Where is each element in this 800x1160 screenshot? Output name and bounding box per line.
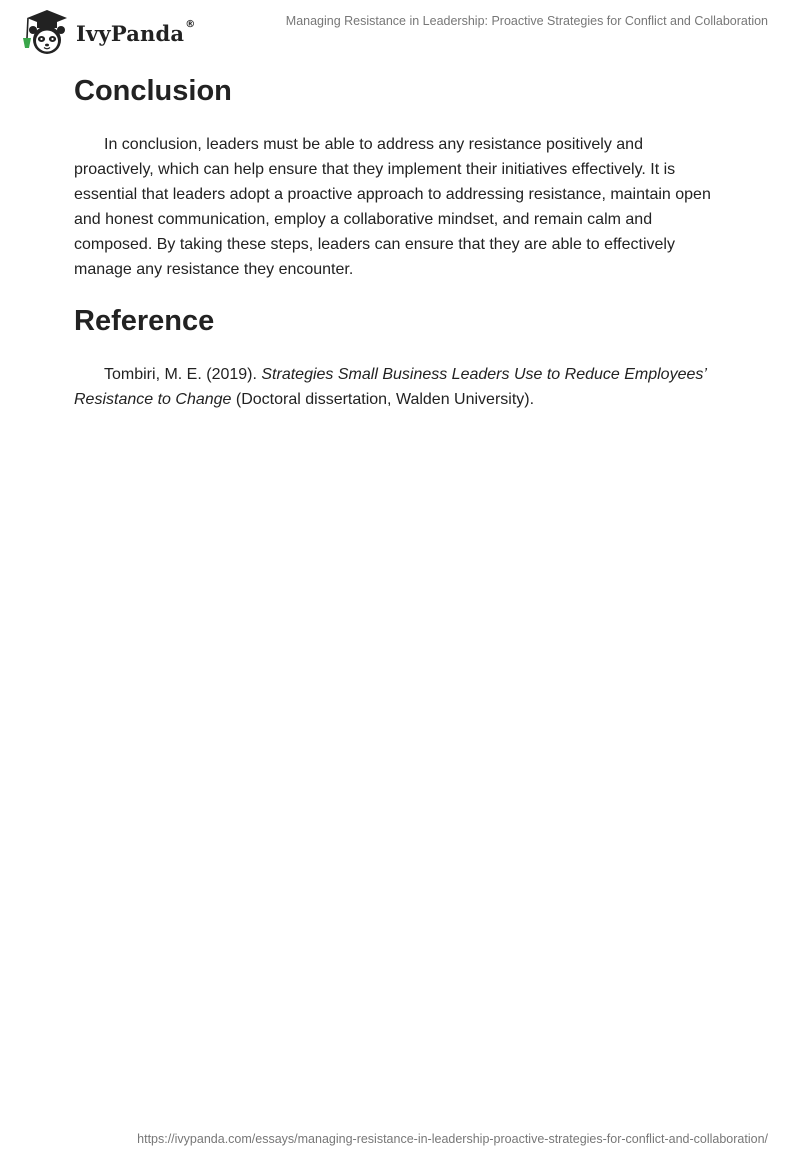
reference-heading: Reference [74, 305, 215, 337]
citation-title: Strategies Small Business Leaders Use to Reduce Employees’ Resistance to Change [74, 366, 707, 408]
running-title: Managing Resistance in Leadership: Proactive Strategies for Conflict and Collaboration [285, 14, 768, 28]
conclusion-heading: Conclusion [74, 75, 232, 107]
conclusion-section [74, 70, 724, 282]
citation-authors: Tombiri, M. E. (2019). [104, 366, 262, 383]
page-header [0, 0, 800, 60]
document-body [74, 70, 724, 412]
citation-details: (Doctoral dissertation, Walden University). [231, 391, 535, 408]
reference-citation [74, 362, 724, 412]
ivypanda-logo[interactable] [14, 8, 195, 56]
footer-url[interactable]: https://ivypanda.com/essays/managing-resistance-in-leadership-proactive-strategies-for-conflict-and-collaboration/ [137, 1132, 768, 1146]
panda-graduate-icon [14, 8, 74, 56]
conclusion-paragraph: In conclusion, leaders must be able to address any resistance positively and proactively, which can help ensure that they implement their initiatives effectively. It is essential that leaders adopt a proactive approach to addressing resistance, maintain open and honest communication, employ a collaborative mindset, and remain calm and composed. By taking these steps, leaders can ensure that they are able to effectively manage any resistance they encounter. [74, 136, 711, 278]
reference-section [74, 300, 724, 412]
logo-wordmark: IvyPanda® [76, 18, 196, 46]
